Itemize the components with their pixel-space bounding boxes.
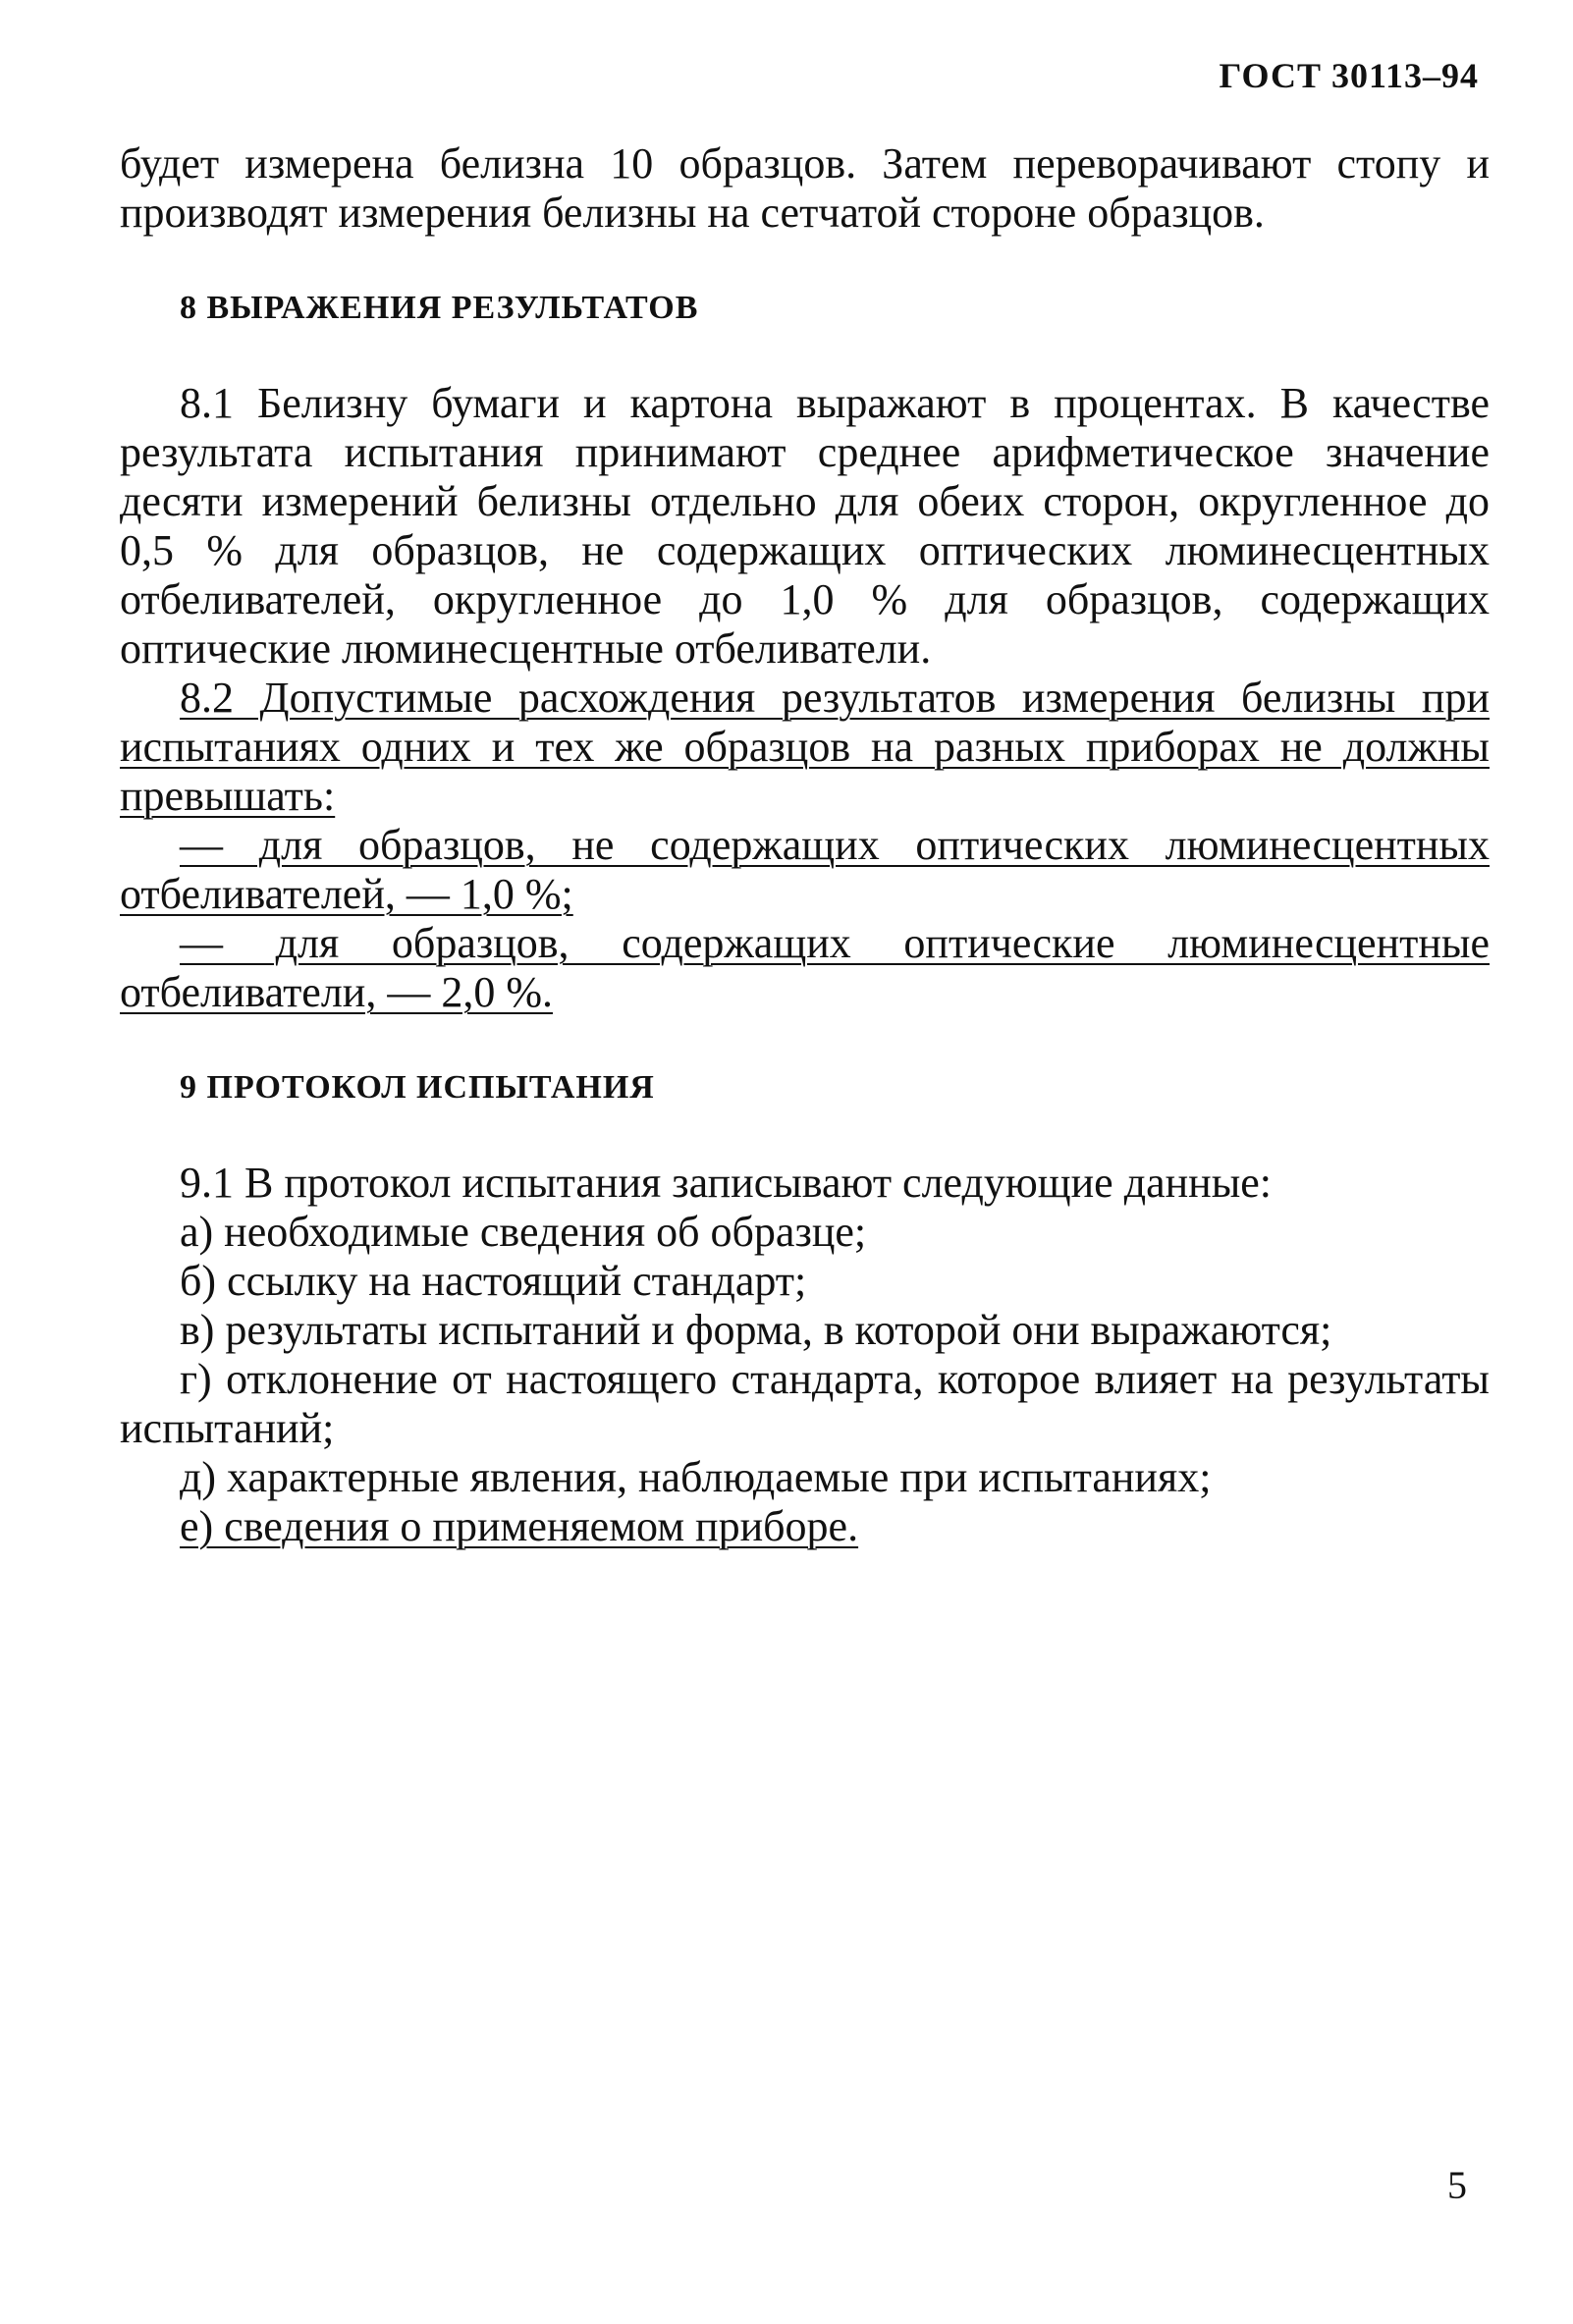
list-item-a: а) необходимые сведения об образце; bbox=[180, 1208, 867, 1256]
section-9-heading: 9 ПРОТОКОЛ ИСПЫТАНИЯ bbox=[180, 1069, 655, 1106]
list-item-b: б) ссылку на настоящий стандарт; bbox=[180, 1257, 807, 1305]
list-item-g: г) отклонение от настоящего стандарта, которое влияет на результаты испытаний; bbox=[120, 1355, 1490, 1452]
intro-paragraph: будет измерена белизна 10 образцов. Затем переворачивают стопу и производят измерения белизны на сетчатой стороне образцов. bbox=[120, 139, 1490, 237]
list-item-v: в) результаты испытаний и форма, в которой они выражаются; bbox=[180, 1306, 1332, 1354]
clause-8-2-item-1: — для образцов, не содержащих оптических люминесцентных отбеливателей, — 1,0 %; bbox=[120, 821, 1490, 918]
section-8-heading: 8 ВЫРАЖЕНИЯ РЕЗУЛЬТАТОВ bbox=[180, 290, 699, 326]
clause-8-2: 8.2 Допустимые расхождения результатов измерения белизны при испытаниях одних и тех же образцов на разных приборах не должны превышать: bbox=[120, 674, 1490, 820]
list-item-d: д) характерные явления, наблюдаемые при испытаниях; bbox=[180, 1453, 1212, 1501]
list-item-e-text: е) сведения о применяемом приборе. bbox=[180, 1502, 859, 1550]
page-number: 5 bbox=[1447, 2163, 1467, 2207]
clause-9-1: 9.1 В протокол испытания записывают следующие данные: bbox=[180, 1159, 1273, 1207]
page-body bbox=[120, 139, 1490, 1551]
running-header: ГОСТ 30113–94 bbox=[1219, 56, 1479, 95]
list-item-e bbox=[120, 1502, 1490, 1551]
clause-8-1: 8.1 Белизну бумаги и картона выражают в процентах. В качестве результата испытания принимают среднее арифметическое значение десяти измерений белизны отдельно для обеих сторон, округленное до 0,5 % для образцов, не содержащих оптических люминесцентных отбеливателей, округленное до 1,0 % для образцов, содержащих оптические люминесцентные отбеливатели. bbox=[120, 379, 1490, 673]
clause-8-2-item-2: — для образцов, содержащих оптические люминесцентные отбеливатели, — 2,0 %. bbox=[120, 919, 1490, 1016]
